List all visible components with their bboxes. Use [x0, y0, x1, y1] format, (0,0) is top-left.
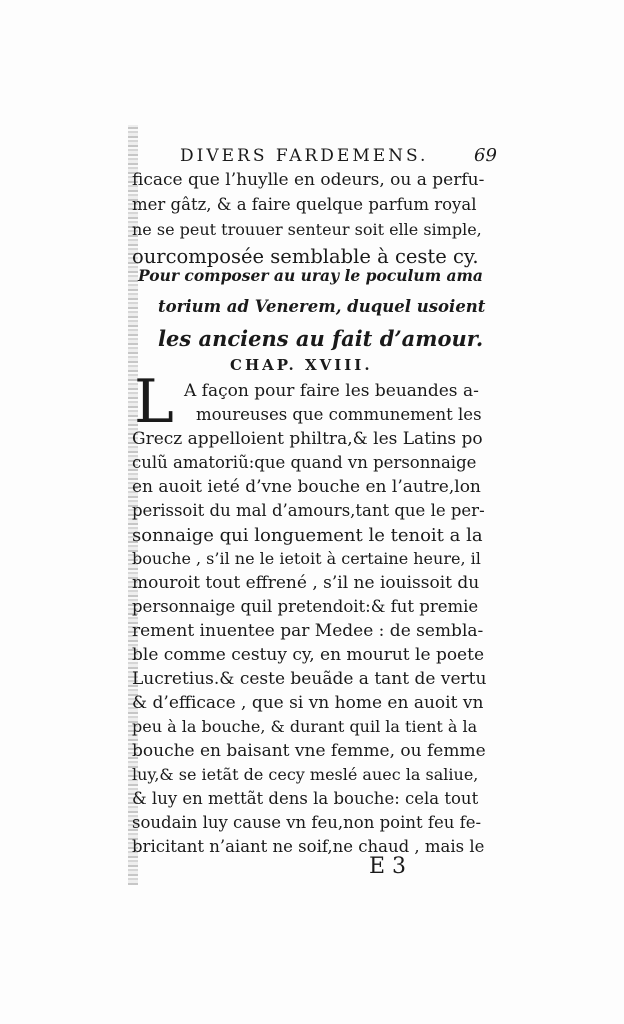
body-line: & d’efficace , que si vn home en auoit vn [132, 693, 484, 713]
body-line: luy,& se ietãt de cecy meslé auec la saliue, [132, 765, 479, 784]
body-line: bricitant n’aiant ne soif,ne chaud , mais le [132, 837, 485, 856]
body-line: ne se peut trouuer senteur soit elle simple, [132, 220, 482, 239]
body-line: en auoit ieté d’vne bouche en l’autre,lon [132, 477, 481, 497]
body-line: ourcomposée semblable à ceste cy. [132, 245, 479, 268]
chapter-title-line: torium ad Venerem, duquel usoient [158, 297, 486, 316]
chapter-title-line: les anciens au fait d’amour. [158, 326, 484, 351]
body-line: mouroit tout effrené , s’il ne iouissoit du [132, 573, 480, 593]
running-title: DIVERS FARDEMENS. [180, 146, 429, 166]
body-line: Grecz appelloient philtra,& les Latins po [132, 429, 483, 449]
body-line: bouche en baisant vne femme, ou femme [132, 741, 486, 761]
body-line: bouche , s’il ne le ietoit à certaine heure, il [132, 549, 481, 568]
body-line: rement inuentee par Medee : de sembla- [132, 621, 484, 641]
body-line: Lucretius.& ceste beuãde a tant de vertu [132, 669, 487, 689]
body-line: A façon pour faire les beuandes a- [184, 381, 479, 401]
body-line: sonnaige qui longuement le tenoit a la [132, 525, 483, 546]
body-line: perissoit du mal d’amours,tant que le per- [132, 501, 485, 520]
body-line: personnaige quil pretendoit:& fut premie [132, 597, 479, 616]
body-line: ficace que l’huylle en odeurs, ou a perfu- [132, 170, 485, 190]
body-line: & luy en mettãt dens la bouche: cela tout [132, 789, 479, 808]
body-line: moureuses que communement les [196, 405, 482, 424]
body-line: mer gâtz, & a faire quelque parfum royal [132, 195, 477, 214]
chapter-title-line: Pour composer au uray le poculum ama [138, 266, 483, 285]
signature-mark: E 3 [369, 854, 407, 879]
body-line: ble comme cestuy cy, en mourut le poete [132, 645, 485, 665]
page-number: 69 [474, 145, 497, 166]
body-line: peu à la bouche, & durant quil la tient à la [132, 717, 478, 736]
drop-cap: L [134, 367, 174, 437]
chapter-label: CHAP. XVIII. [230, 356, 373, 374]
body-line: soudain luy cause vn feu,non point feu fe- [132, 813, 482, 832]
body-line: culũ amatoriũ:que quand vn personnaige [132, 453, 477, 472]
